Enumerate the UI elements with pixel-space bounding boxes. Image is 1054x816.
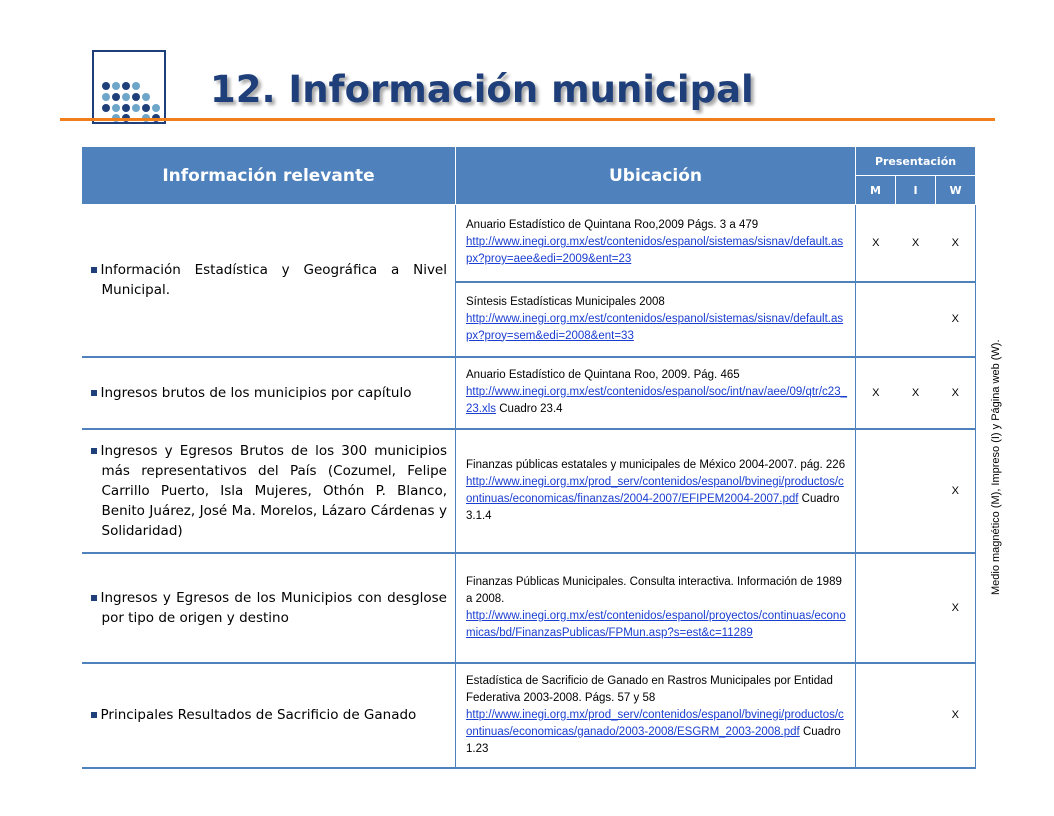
bullet-icon <box>91 448 97 454</box>
table-row <box>82 553 976 663</box>
bullet-icon <box>91 595 97 601</box>
mark-i <box>896 663 936 768</box>
table-row <box>82 357 976 429</box>
mark-w: X <box>936 553 976 663</box>
source-link[interactable]: http://www.inegi.org.mx/prod_serv/contenidos/espanol/bvinegi/productos/continuas/economicas/ganado/2003-2008/ESGRM_2003-2008.pdf <box>466 708 844 738</box>
table-row <box>82 429 976 553</box>
source-title: Anuario Estadístico de Quintana Roo,2009 Págs. 3 a 479 <box>466 219 759 232</box>
bullet-icon <box>91 267 97 273</box>
bullet-icon <box>91 712 97 718</box>
mark-i <box>896 282 936 357</box>
mark-w: X <box>936 357 976 429</box>
info-text: Ingresos y Egresos Brutos de los 300 municipios más representativos del País (Cozumel, Felipe Carrillo Puerto, Isla Mujeres, Othón P. Blanco, Benito Juárez, José Ma. Morelos, Lázaro Cárdenas y Solidaridad) <box>100 442 447 539</box>
mark-m <box>856 282 896 357</box>
mark-i: X <box>896 205 936 282</box>
source-link[interactable]: http://www.inegi.org.mx/est/contenidos/espanol/proyectos/continuas/economicas/bd/FinanzasPublicas/FPMun.asp?s=est&c=11289 <box>466 609 846 639</box>
municipal-info-table <box>81 146 976 769</box>
header-m: M <box>856 176 896 205</box>
legend-side-note: Medio magnético (M), Impreso (I) y Página web (W). <box>990 339 1002 595</box>
header-info: Información relevante <box>82 147 456 205</box>
inegi-logo <box>92 50 168 126</box>
location-cell <box>456 663 856 768</box>
mark-w: X <box>936 205 976 282</box>
header-i: I <box>896 176 936 205</box>
mark-m <box>856 663 896 768</box>
source-title: Síntesis Estadísticas Municipales 2008 <box>466 295 665 308</box>
header-location: Ubicación <box>456 147 856 205</box>
mark-m <box>856 429 896 553</box>
mark-m <box>856 553 896 663</box>
table-row <box>82 205 976 282</box>
location-cell <box>456 553 856 663</box>
source-title: Estadística de Sacrificio de Ganado en Rastros Municipales por Entidad Federativa 2003-2008. Págs. 57 y 58 <box>466 674 833 704</box>
info-cell <box>82 357 456 429</box>
bullet-icon <box>91 390 97 396</box>
info-cell <box>82 205 456 357</box>
source-suffix: Cuadro 1.23 <box>466 725 841 755</box>
logo-abacus-dots <box>98 76 162 122</box>
info-cell <box>82 663 456 768</box>
mark-m: X <box>856 205 896 282</box>
mark-w: X <box>936 429 976 553</box>
source-link[interactable]: http://www.inegi.org.mx/est/contenidos/espanol/soc/int/nav/aee/09/qtr/c23_23.xls <box>466 386 847 415</box>
info-text: Información Estadística y Geográfica a Nivel Municipal. <box>100 262 447 299</box>
info-text: Ingresos brutos de los municipios por capítulo <box>100 384 412 401</box>
location-cell <box>456 282 856 357</box>
title-underline <box>60 118 995 121</box>
mark-w: X <box>936 282 976 357</box>
source-link[interactable]: http://www.inegi.org.mx/est/contenidos/espanol/sistemas/sisnav/default.aspx?proy=sem&edi=2008&ent=33 <box>466 312 844 342</box>
info-cell <box>82 553 456 663</box>
header-w: W <box>936 176 976 205</box>
source-suffix: Cuadro 23.4 <box>496 403 563 415</box>
page-title: 12. Información municipal <box>210 68 754 111</box>
source-title: Finanzas Públicas Municipales. Consulta interactiva. Información de 1989 a 2008. <box>466 575 842 605</box>
mark-i <box>896 553 936 663</box>
source-title: Finanzas públicas estatales y municipales de México 2004-2007. pág. 226 <box>466 458 846 471</box>
info-text: Ingresos y Egresos de los Municipios con desglose por tipo de origen y destino <box>100 589 447 626</box>
location-cell <box>456 357 856 429</box>
mark-w: X <box>936 663 976 768</box>
source-title: Anuario Estadístico de Quintana Roo, 2009. Pág. 465 <box>466 369 740 381</box>
location-cell <box>456 429 856 553</box>
mark-i <box>896 429 936 553</box>
mark-m: X <box>856 357 896 429</box>
info-cell <box>82 429 456 553</box>
source-suffix: Cuadro 3.1.4 <box>466 492 840 522</box>
location-cell <box>456 205 856 282</box>
header-presentation: Presentación <box>856 147 976 176</box>
source-link[interactable]: http://www.inegi.org.mx/prod_serv/contenidos/espanol/bvinegi/productos/continuas/economicas/finanzas/2004-2007/EFIPEM2004-2007.pdf <box>466 475 844 505</box>
source-link[interactable]: http://www.inegi.org.mx/est/contenidos/espanol/sistemas/sisnav/default.aspx?proy=aee&edi=2009&ent=23 <box>466 236 844 266</box>
info-text: Principales Resultados de Sacrificio de Ganado <box>100 707 417 723</box>
mark-i: X <box>896 357 936 429</box>
table-row <box>82 663 976 768</box>
